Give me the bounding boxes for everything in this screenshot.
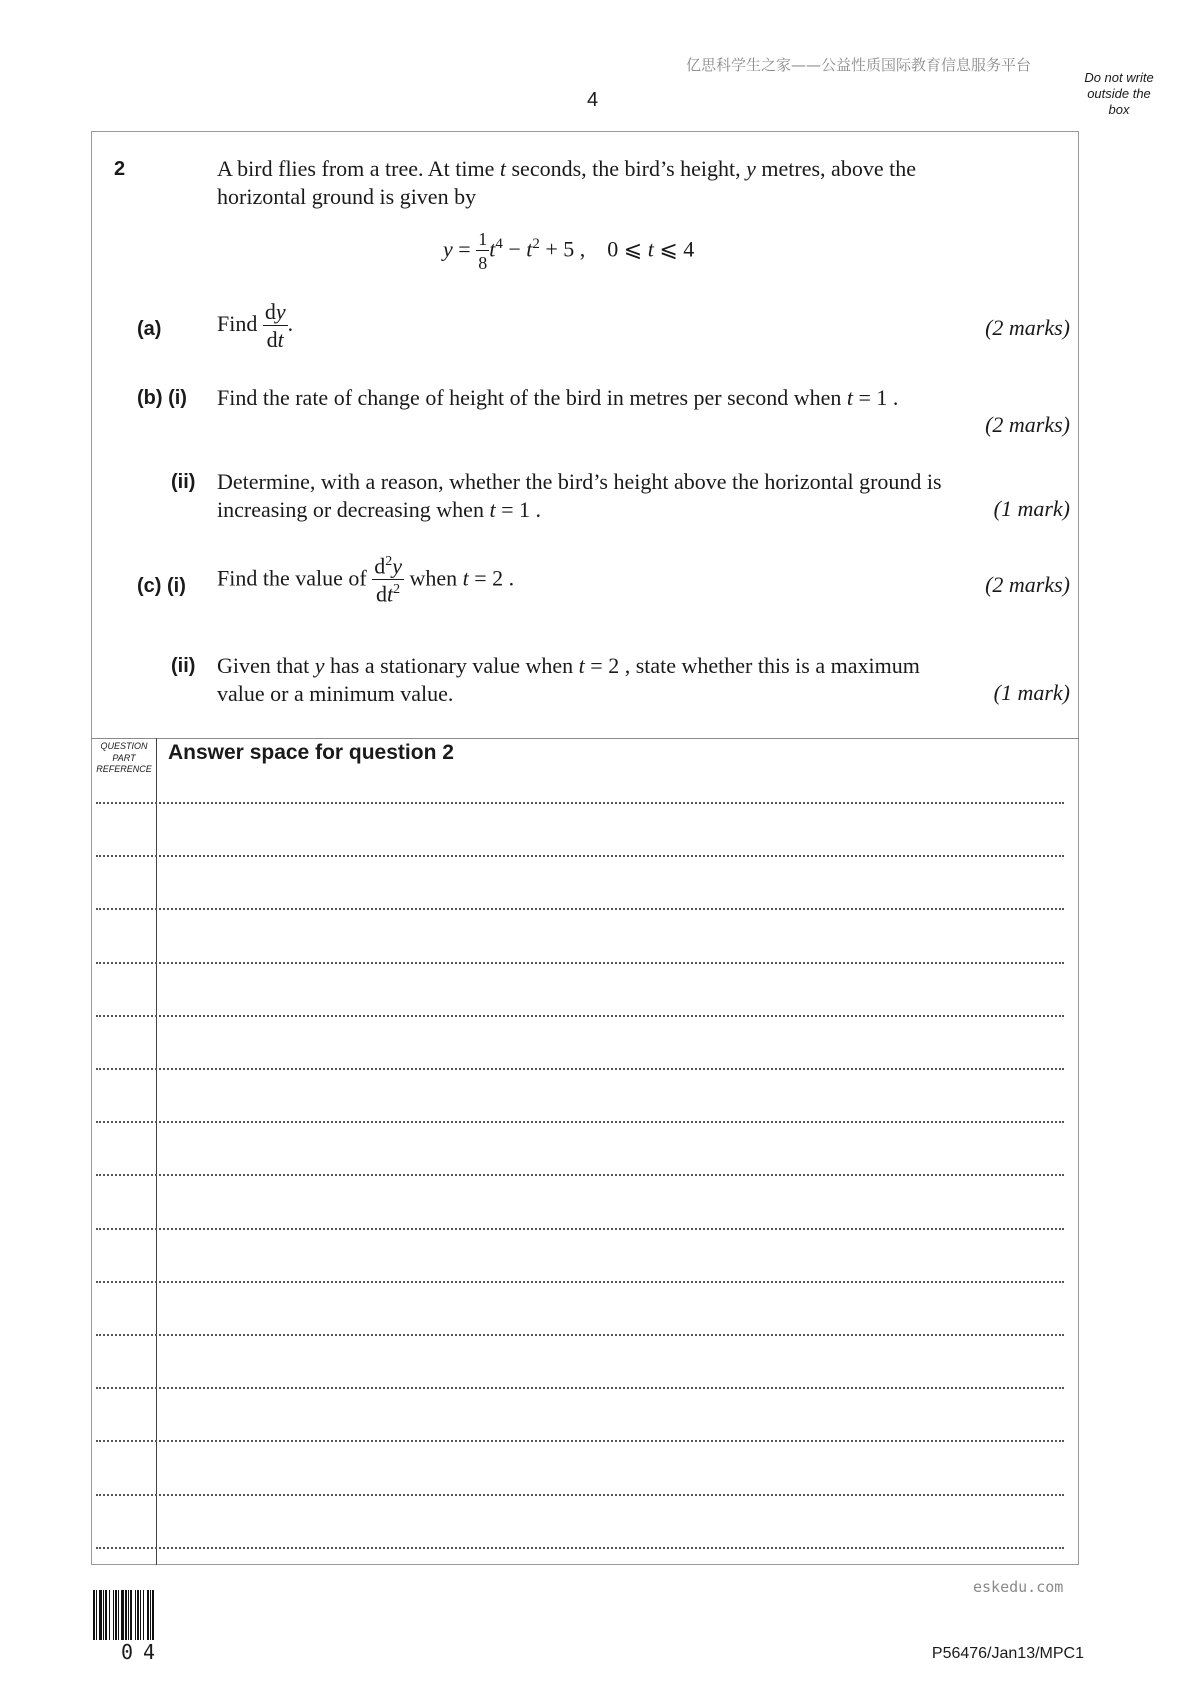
barcode-bar xyxy=(152,1590,154,1640)
answer-line[interactable] xyxy=(96,1228,1064,1230)
barcode-bar xyxy=(99,1590,102,1640)
part-b-i-marks: (2 marks) xyxy=(985,412,1070,437)
barcode xyxy=(93,1590,194,1640)
answer-space-divider xyxy=(91,738,1079,739)
barcode-bar xyxy=(105,1590,107,1640)
barcode-bar xyxy=(115,1590,117,1640)
part-b-ii-line-1: Determine, with a reason, whether the bird’s height above the horizontal ground is xyxy=(217,469,942,494)
barcode-digits: 04 xyxy=(121,1640,166,1664)
answer-line[interactable] xyxy=(96,1281,1064,1283)
barcode-bar xyxy=(96,1590,97,1640)
page-number: 4 xyxy=(587,89,599,111)
answer-line[interactable] xyxy=(96,1387,1064,1389)
barcode-bar xyxy=(103,1590,104,1640)
barcode-bar xyxy=(147,1590,149,1640)
part-c-ii-line-1: Given that y has a stationary value when t = 2 , state whether this is a maximum xyxy=(217,653,920,678)
answer-space-title: Answer space for question 2 xyxy=(168,741,454,764)
part-c-i-text: Find the value of $\frac{d^2y}{dt^2}$ when t = 2 . xyxy=(217,553,515,607)
answer-line[interactable] xyxy=(96,1440,1064,1442)
barcode-bar xyxy=(128,1590,129,1640)
intro-line-1: A bird flies from a tree. At time t seconds, the bird’s height, y metres, above the xyxy=(217,156,916,181)
part-c-ii-marks: (1 mark) xyxy=(993,680,1070,705)
answer-line[interactable] xyxy=(96,855,1064,857)
part-b-i-label: (b) (i) xyxy=(137,387,187,409)
barcode-bar xyxy=(137,1590,139,1640)
margin-note-line: Do not write xyxy=(1084,70,1154,85)
height-equation: y = $\frac{1}{8}$ $t^4 - t^2 + 5$ , 0 ⩽ t ⩽ 4 xyxy=(443,229,695,274)
part-a-text: Find $\frac{dy}{dt}$ . xyxy=(217,299,294,352)
answer-line[interactable] xyxy=(96,802,1064,804)
barcode-bar xyxy=(118,1590,119,1640)
answer-line[interactable] xyxy=(96,908,1064,910)
part-c-ii-line-2: value or a minimum value. xyxy=(217,681,454,706)
answer-line[interactable] xyxy=(96,1015,1064,1017)
margin-note-line: outside the xyxy=(1087,86,1151,101)
paper-code: P56476/Jan13/MPC1 xyxy=(931,1645,1084,1662)
part-b-ii-marks: (1 mark) xyxy=(993,496,1070,521)
part-c-i-label: (c) (i) xyxy=(137,575,186,597)
part-a-marks: (2 marks) xyxy=(985,315,1070,340)
answer-line[interactable] xyxy=(96,1068,1064,1070)
margin-note-line: box xyxy=(1108,102,1130,117)
part-a-label: (a) xyxy=(137,318,162,340)
barcode-bar xyxy=(143,1590,144,1640)
part-b-ii-line-2: increasing or decreasing when t = 1 . xyxy=(217,497,541,522)
header-watermark: 亿思科学生之家——公益性质国际教育信息服务平台 xyxy=(686,56,1032,74)
part-c-ii-label: (ii) xyxy=(171,655,196,677)
barcode-bar xyxy=(125,1590,127,1640)
answer-line[interactable] xyxy=(96,1547,1064,1549)
answer-line[interactable] xyxy=(96,1494,1064,1496)
fraction-one-eighth: $\frac{1}{8}$ xyxy=(478,229,488,274)
part-b-i-text: Find the rate of change of height of the bird in metres per second when t = 1 . xyxy=(217,385,899,410)
fraction-d2y-dt2: $\frac{d^2y}{dt^2}$ xyxy=(374,553,402,607)
barcode-bar xyxy=(109,1590,110,1640)
margin-note xyxy=(1069,70,1169,118)
barcode-bar xyxy=(113,1590,114,1640)
barcode-bar xyxy=(135,1590,136,1640)
intro-line-2: horizontal ground is given by xyxy=(217,184,477,209)
footer-watermark: eskedu.com xyxy=(973,1578,1064,1596)
answer-line[interactable] xyxy=(96,1174,1064,1176)
part-c-ii-text xyxy=(217,652,920,708)
answer-line[interactable] xyxy=(96,1334,1064,1336)
part-c-i-marks: (2 marks) xyxy=(985,572,1070,597)
barcode-bar xyxy=(121,1590,124,1640)
barcode-bar xyxy=(150,1590,151,1640)
question-part-reference-header: QUESTION PART REFERENCE xyxy=(96,741,152,774)
fraction-dy-dt: $\frac{dy}{dt}$ xyxy=(264,299,286,352)
barcode-bar xyxy=(130,1590,132,1640)
barcode-bar xyxy=(140,1590,141,1640)
question-number: 2 xyxy=(114,158,126,180)
part-b-ii-label: (ii) xyxy=(171,471,196,493)
answer-line[interactable] xyxy=(96,962,1064,964)
answer-line[interactable] xyxy=(96,1121,1064,1123)
question-intro xyxy=(217,155,1057,211)
part-b-ii-text xyxy=(217,468,942,524)
barcode-bar xyxy=(93,1590,95,1640)
